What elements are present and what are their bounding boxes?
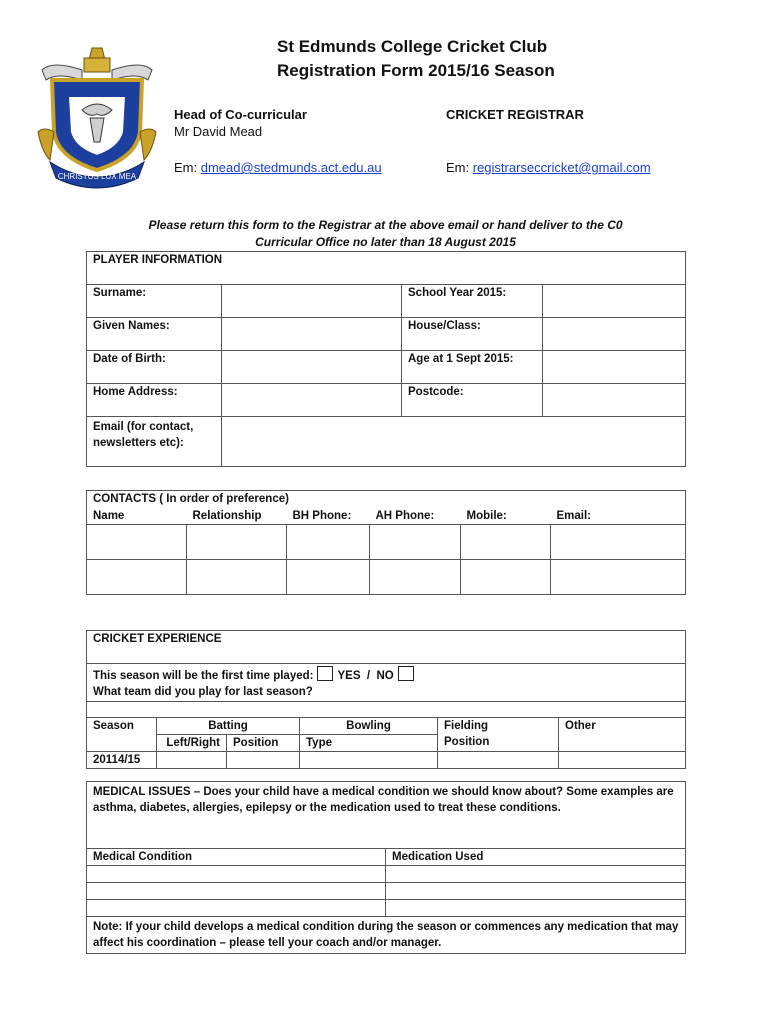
left-name: Mr David Mead: [174, 124, 263, 139]
contacts-col-relationship: Relationship: [187, 508, 287, 525]
batting-position-header: Position: [227, 734, 300, 751]
bowling-header: Bowling: [300, 717, 438, 734]
contacts-col-ah-phone: AH Phone:: [370, 508, 461, 525]
batting-header: Batting: [157, 717, 300, 734]
bowling-type-field[interactable]: [300, 751, 438, 768]
yes-checkbox[interactable]: [317, 666, 333, 681]
right-email-link[interactable]: registrarseccricket@gmail.com: [472, 160, 651, 175]
yes-no-slash: /: [366, 670, 371, 682]
email-field[interactable]: [222, 417, 686, 467]
season-subheader-blank: [87, 734, 157, 751]
contacts-col-mobile: Mobile:: [461, 508, 551, 525]
medical-condition-field-2[interactable]: [87, 883, 386, 900]
contact2-ah-phone[interactable]: [370, 560, 461, 595]
contact1-name[interactable]: [87, 525, 187, 560]
contacts-col-email: Email:: [551, 508, 686, 525]
given-names-label: Given Names:: [87, 318, 222, 351]
cricket-heading: CRICKET EXPERIENCE: [87, 631, 686, 664]
contact1-ah-phone[interactable]: [370, 525, 461, 560]
left-email-link[interactable]: dmead@stedmunds.act.edu.au: [200, 160, 382, 175]
contact1-email[interactable]: [551, 525, 686, 560]
college-crest: [32, 40, 162, 190]
email-label-line2: newsletters etc):: [93, 437, 184, 449]
postcode-label: Postcode:: [402, 384, 543, 417]
contact2-email[interactable]: [551, 560, 686, 595]
right-role: CRICKET REGISTRAR: [446, 107, 584, 122]
age-label: Age at 1 Sept 2015:: [402, 351, 543, 384]
fielding-position-header: Position: [438, 734, 559, 751]
surname-field[interactable]: [222, 285, 402, 318]
form-title-line1: St Edmunds College Cricket Club: [277, 37, 548, 56]
medical-condition-header: Medical Condition: [87, 849, 386, 866]
contacts-heading: CONTACTS ( In order of preference): [87, 491, 686, 508]
contact1-mobile[interactable]: [461, 525, 551, 560]
batting-left-right-field[interactable]: [157, 751, 227, 768]
first-time-label: This season will be the first time played:: [93, 670, 314, 682]
season-value: 20114/15: [87, 751, 157, 768]
medical-condition-field-3[interactable]: [87, 900, 386, 917]
form-title-line2: Registration Form 2015/16 Season: [277, 61, 555, 80]
medical-table: [86, 781, 686, 954]
crest-motto: CHRISTUS LUX MEA: [57, 172, 137, 181]
school-year-field[interactable]: [543, 285, 686, 318]
medical-intro: MEDICAL ISSUES – Does your child have a medical condition we should know about? Some examples are asthma, diabetes, allergies, epilepsy or the medication used to treat these conditions.: [87, 782, 686, 849]
dob-field[interactable]: [222, 351, 402, 384]
house-class-label: House/Class:: [402, 318, 543, 351]
address-field[interactable]: [222, 384, 402, 417]
right-email-row: [446, 160, 651, 175]
player-info-heading: PLAYER INFORMATION: [87, 252, 686, 285]
first-time-row: [87, 664, 686, 685]
dob-label: Date of Birth:: [87, 351, 222, 384]
left-right-header: Left/Right: [157, 734, 227, 751]
medication-field-3[interactable]: [386, 900, 686, 917]
contacts-table: [86, 490, 686, 595]
yes-label: YES: [337, 670, 361, 682]
left-role: Head of Co-curricular: [174, 107, 307, 122]
other-subheader-blank: [559, 734, 686, 751]
no-label: NO: [376, 670, 394, 682]
age-field[interactable]: [543, 351, 686, 384]
fielding-position-field[interactable]: [438, 751, 559, 768]
medication-field-1[interactable]: [386, 866, 686, 883]
medication-used-header: Medication Used: [386, 849, 686, 866]
email-label-line1: Email (for contact,: [93, 421, 194, 433]
contacts-col-name: Name: [87, 508, 187, 525]
medication-field-2[interactable]: [386, 883, 686, 900]
other-header: Other: [559, 717, 686, 734]
contact2-mobile[interactable]: [461, 560, 551, 595]
given-names-field[interactable]: [222, 318, 402, 351]
batting-position-field[interactable]: [227, 751, 300, 768]
player-information-table: [86, 251, 686, 467]
house-class-field[interactable]: [543, 318, 686, 351]
medical-note: Note: If your child develops a medical condition during the season or commences any medication that may affect his coordination – please tell your coach and/or manager.: [87, 917, 686, 954]
email-label: [87, 417, 222, 467]
left-email-row: [174, 160, 382, 175]
instructions: [86, 217, 685, 251]
contact1-relationship[interactable]: [187, 525, 287, 560]
instructions-line2: Curricular Office no later than 18 August 2015: [255, 235, 516, 249]
address-label: Home Address:: [87, 384, 222, 417]
surname-label: Surname:: [87, 285, 222, 318]
postcode-field[interactable]: [543, 384, 686, 417]
fielding-header: Fielding: [438, 717, 559, 734]
contact2-bh-phone[interactable]: [287, 560, 370, 595]
season-header: Season: [87, 717, 157, 734]
cricket-experience-table: [86, 630, 686, 769]
bowling-type-header: Type: [300, 734, 438, 751]
school-year-label: School Year 2015:: [402, 285, 543, 318]
last-team-label: What team did you play for last season?: [87, 684, 686, 701]
contact2-name[interactable]: [87, 560, 187, 595]
no-checkbox[interactable]: [398, 666, 414, 681]
contact2-relationship[interactable]: [187, 560, 287, 595]
contact1-bh-phone[interactable]: [287, 525, 370, 560]
contacts-col-bh-phone: BH Phone:: [287, 508, 370, 525]
left-em-label: Em:: [174, 160, 198, 175]
medical-condition-field-1[interactable]: [87, 866, 386, 883]
other-field[interactable]: [559, 751, 686, 768]
right-em-label: Em:: [446, 160, 470, 175]
last-team-field[interactable]: [87, 701, 686, 717]
instructions-line1: Please return this form to the Registrar at the above email or hand deliver to the C0: [148, 218, 623, 232]
